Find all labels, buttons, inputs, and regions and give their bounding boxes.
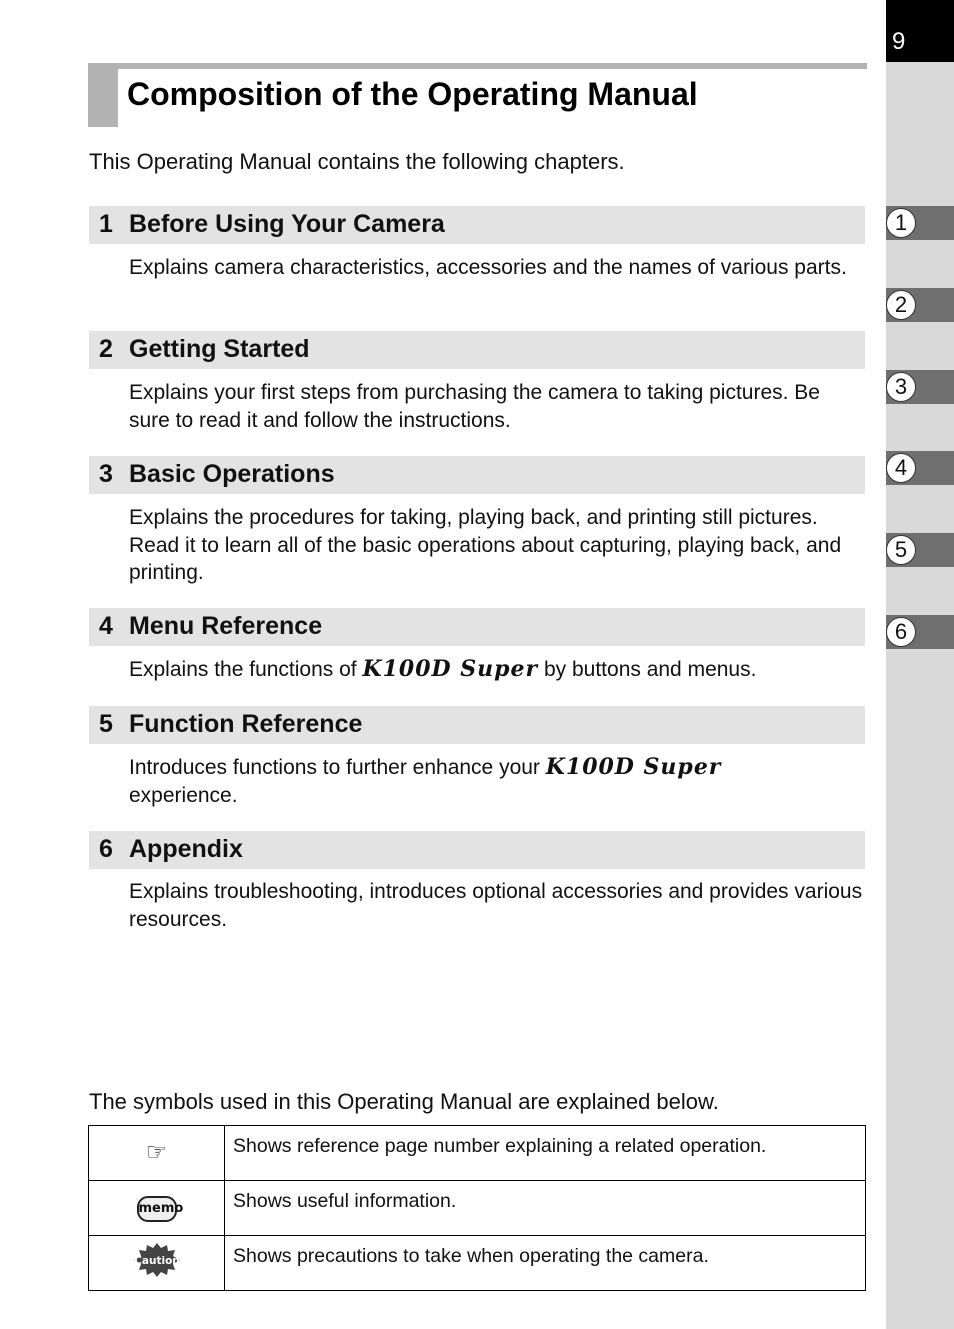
chapter-number: 3: [99, 460, 113, 488]
chapter-tab-label: 5: [886, 535, 916, 565]
chapter-number: 6: [99, 835, 113, 863]
chapter-number: 5: [99, 710, 113, 738]
page-title: Composition of the Operating Manual: [127, 76, 698, 112]
symbols-table: [88, 1125, 866, 1291]
chapter-tab-2[interactable]: [886, 288, 954, 322]
description-text: by buttons and menus.: [543, 658, 757, 681]
chapter-number: 1: [99, 210, 113, 238]
chapter-tab-label: 4: [886, 453, 916, 483]
chapter-number: 4: [99, 612, 113, 640]
svg-text:Caution: Caution: [133, 1255, 180, 1267]
chapter-heading-2: [89, 331, 865, 369]
table-row: [89, 1126, 866, 1181]
chapter-title: Appendix: [129, 835, 243, 863]
symbol-cell: [89, 1181, 225, 1236]
chapter-sidebar: [886, 0, 954, 1329]
symbol-cell: [89, 1236, 225, 1291]
chapter-heading-3: [89, 456, 865, 494]
chapter-title: Menu Reference: [129, 612, 323, 640]
chapter-tab-label: 1: [886, 208, 916, 238]
chapter-tab-3[interactable]: [886, 370, 954, 404]
symbol-cell: [89, 1126, 225, 1181]
chapter-heading-1: [89, 206, 865, 244]
chapter-description-2: Explains your first steps from purchasing the camera to taking pictures. Be sure to read it and follow the instructions.: [129, 381, 820, 432]
description-text: experience.: [129, 783, 238, 807]
chapter-description-1: Explains camera characteristics, accessories and the names of various parts.: [129, 256, 847, 279]
chapter-description-6: Explains troubleshooting, introduces optional accessories and provides various resources.: [129, 880, 863, 931]
table-row: [89, 1236, 866, 1291]
symbol-description: Shows precautions to take when operating the camera.: [225, 1236, 866, 1291]
chapter-heading-5: [89, 706, 865, 744]
chapter-tab-4[interactable]: [886, 451, 954, 485]
table-row: [89, 1181, 866, 1236]
title-rule: [88, 63, 867, 69]
chapter-description-4: [129, 656, 865, 684]
caution-icon: [133, 1242, 181, 1284]
chapter-number: 2: [99, 335, 113, 363]
description-text: Explains the functions of: [129, 658, 357, 681]
chapter-title: Getting Started: [129, 335, 310, 363]
chapter-tab-label: 6: [886, 617, 916, 647]
chapter-heading-6: [89, 831, 865, 869]
symbol-description: Shows reference page number explaining a related operation.: [225, 1126, 866, 1181]
pointing-hand-icon: ☞: [145, 1138, 168, 1166]
page-number: 9: [892, 28, 906, 55]
chapter-description-5: [129, 754, 789, 809]
symbols-intro-text: The symbols used in this Operating Manual are explained below.: [89, 1089, 719, 1114]
chapter-tab-5[interactable]: [886, 533, 954, 567]
chapter-tab-label: 3: [886, 372, 916, 402]
product-logo: K100D Super: [362, 656, 539, 682]
title-accent-block: [88, 69, 118, 127]
chapter-title: Function Reference: [129, 710, 363, 738]
chapter-description-3: Explains the procedures for taking, playing back, and printing still pictures. Read it to learn all of the basic operations about capturing, playing back, and printing.: [129, 506, 842, 584]
description-text: Introduces functions to further enhance your: [129, 756, 540, 779]
intro-text: This Operating Manual contains the following chapters.: [89, 149, 625, 174]
chapter-tab-1[interactable]: [886, 206, 954, 240]
chapter-heading-4: [89, 608, 865, 646]
chapter-tab-label: 2: [886, 290, 916, 320]
symbol-description: Shows useful information.: [225, 1181, 866, 1236]
chapter-title: Before Using Your Camera: [129, 210, 445, 238]
chapter-tab-6[interactable]: [886, 615, 954, 649]
product-logo: K100D Super: [545, 754, 722, 780]
memo-icon: memo: [137, 1196, 177, 1222]
chapter-title: Basic Operations: [129, 460, 335, 488]
